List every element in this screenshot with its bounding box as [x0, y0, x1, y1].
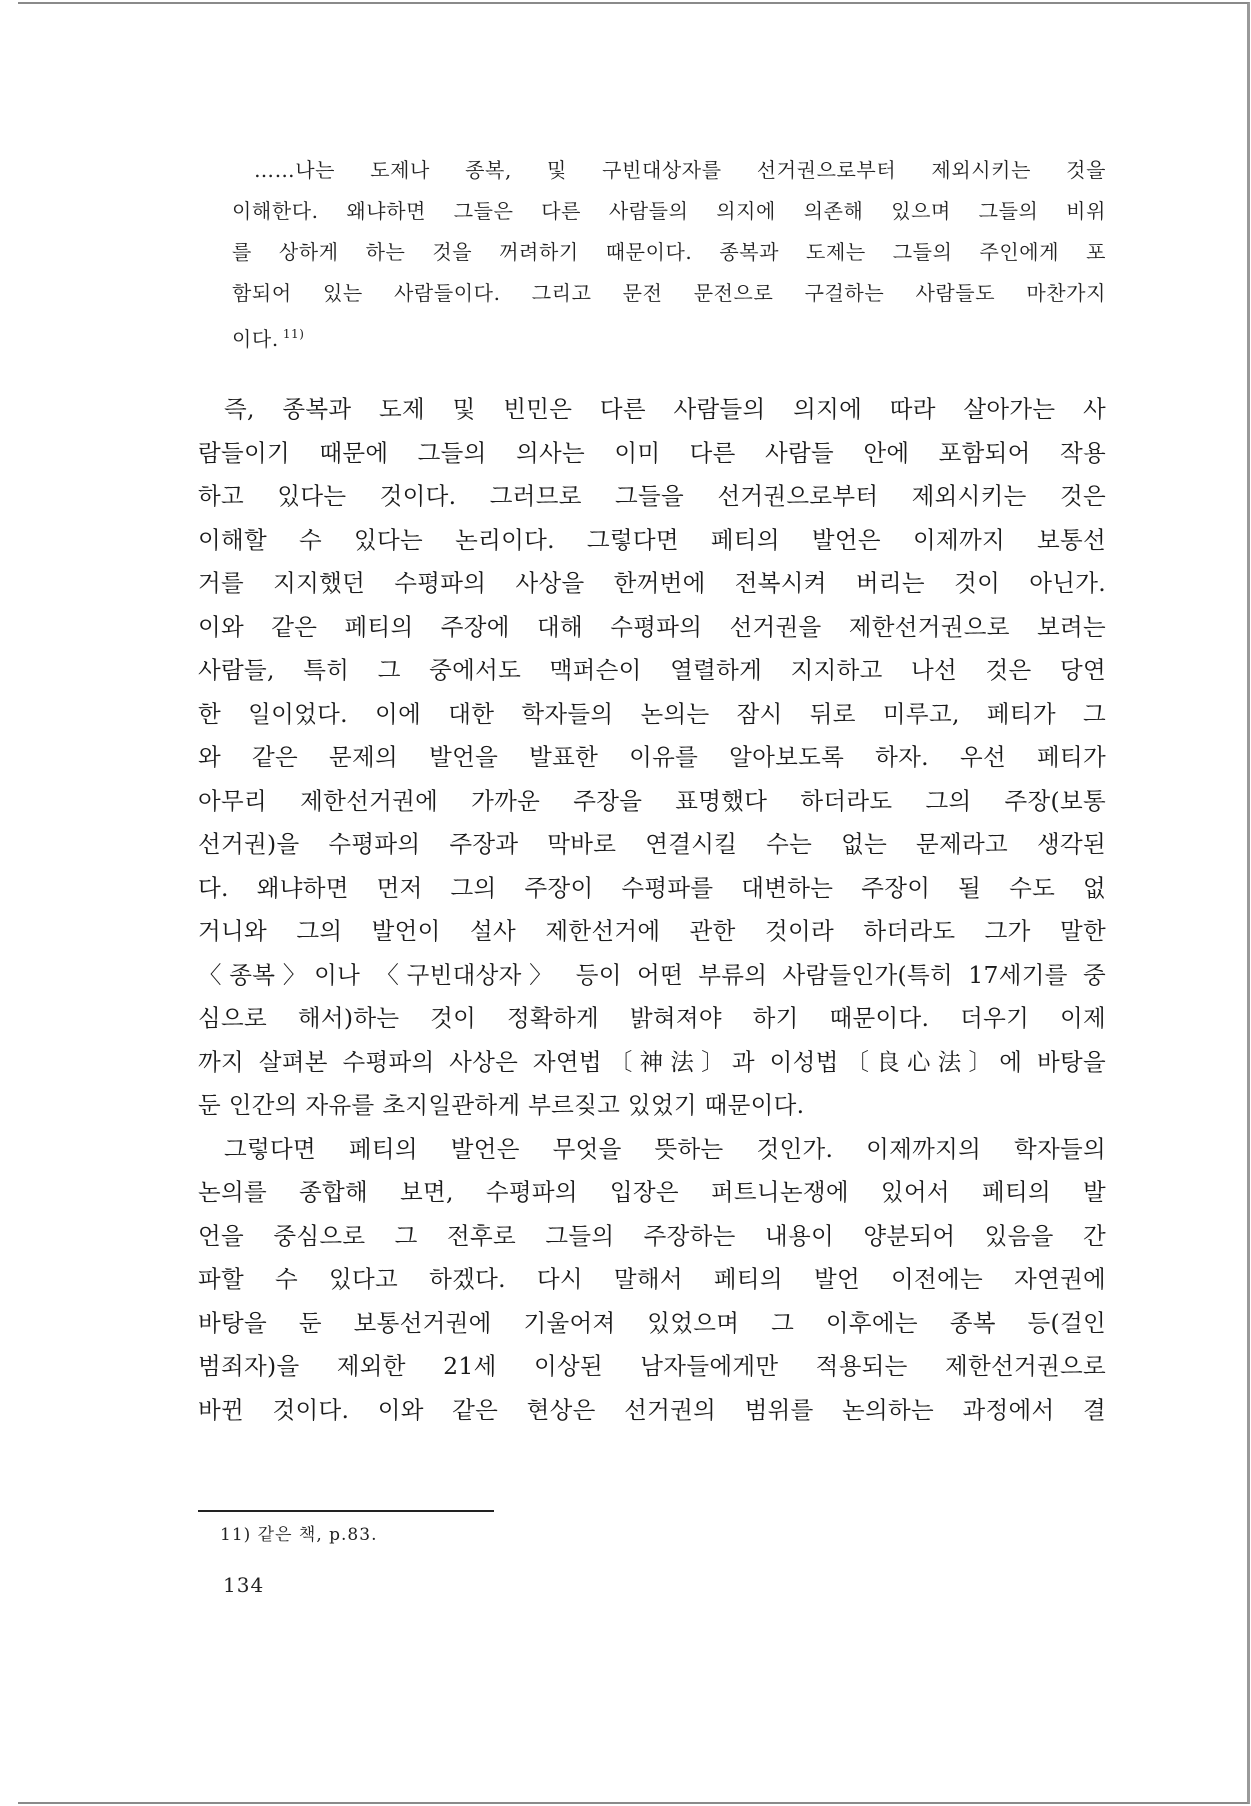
- footnote: 11) 같은 책, p.83.: [220, 1525, 378, 1545]
- paragraph-line: 그렇다면 페티의 발언은 무엇을 뜻하는 것인가. 이제까지의 학자들의: [224, 1134, 1106, 1163]
- paragraph-line: 이와 같은 페티의 주장에 대해 수평파의 선거권을 제한선거권으로 보려는: [198, 612, 1106, 641]
- quote-line: ……나는 도제나 종복, 및 구빈대상자를 선거권으로부터 제외시키는 것을: [254, 158, 1106, 182]
- footnote-divider: [198, 1510, 494, 1512]
- paragraph-line: 다. 왜냐하면 먼저 그의 주장이 수평파를 대변하는 주장이 될 수도 없: [198, 873, 1106, 902]
- paragraph-line: 선거권)을 수평파의 주장과 막바로 연결시킬 수는 없는 문제라고 생각된: [198, 830, 1106, 858]
- block-quote: [232, 150, 1106, 360]
- paragraph-line: 한 일이었다. 이에 대한 학자들의 논의는 잠시 뒤로 미루고, 페티가 그: [198, 699, 1106, 728]
- paragraph-line: 이해할 수 있다는 논리이다. 그렇다면 페티의 발언은 이제까지 보통선: [198, 525, 1106, 554]
- paragraph-line: 와 같은 문제의 발언을 발표한 이유를 알아보도록 하자. 우선 페티가: [198, 743, 1106, 771]
- paragraph-line: 바탕을 둔 보통선거권에 기울어져 있었으며 그 이후에는 종복 등(걸인: [198, 1308, 1106, 1337]
- paragraph-line: 파할 수 있다고 하겠다. 다시 말해서 페티의 발언 이전에는 자연권에: [198, 1265, 1106, 1293]
- paragraph-line: 언을 중심으로 그 전후로 그들의 주장하는 내용이 양분되어 있음을 간: [198, 1221, 1106, 1250]
- paragraph-line: 둔 인간의 자유를 초지일관하게 부르짖고 있었기 때문이다.: [198, 1091, 805, 1119]
- paragraph-line: 까지 살펴본 수평파의 사상은 자연법〔神法〕과 이성법〔良心法〕에 바탕을: [198, 1047, 1106, 1076]
- paragraph-line: 거니와 그의 발언이 설사 제한선거에 관한 것이라 하더라도 그가 말한: [198, 917, 1106, 945]
- paragraph-line: 람들이기 때문에 그들의 의사는 이미 다른 사람들 안에 포함되어 작용: [198, 438, 1106, 467]
- paragraph-line: 심으로 해서)하는 것이 정확하게 밝혀져야 하기 때문이다. 더우기 이제: [198, 1004, 1106, 1032]
- paragraph-line: 하고 있다는 것이다. 그러므로 그들을 선거권으로부터 제외시키는 것은: [198, 482, 1106, 510]
- paragraph-line: 범죄자)을 제외한 21세 이상된 남자들에게만 적용되는 제한선거권으로: [198, 1352, 1106, 1380]
- paragraph-line: 아무리 제한선거권에 가까운 주장을 표명했다 하더라도 그의 주장(보통: [198, 786, 1106, 815]
- quote-line: 함되어 있는 사람들이다. 그리고 문전 문전으로 구걸하는 사람들도 마찬가지: [232, 281, 1106, 305]
- paragraph-2: [198, 1128, 1106, 1433]
- footnote-reference: 11): [282, 327, 305, 341]
- paragraph-line: 즉, 종복과 도제 및 빈민은 다른 사람들의 의지에 따라 살아가는 사: [224, 395, 1106, 423]
- quote-line-last: [232, 314, 1106, 360]
- paragraph-line: 논의를 종합해 보면, 수평파의 입장은 퍼트니논쟁에 있어서 페티의 발: [198, 1178, 1106, 1206]
- quote-line: 이다.: [232, 327, 279, 351]
- quote-line: 이해한다. 왜냐하면 그들은 다른 사람들의 의지에 의존해 있으며 그들의 비위: [232, 199, 1106, 223]
- page-content: [198, 150, 1106, 1432]
- paragraph-1: [198, 388, 1106, 1128]
- paragraph-line: 사람들, 특히 그 중에서도 맥퍼슨이 열렬하게 지지하고 나선 것은 당연: [198, 656, 1106, 684]
- page-number: 134: [223, 1573, 265, 1597]
- paragraph-line: 〈종복〉이나 〈구빈대상자〉 등이 어떤 부류의 사람들인가(특히 17세기를 중: [198, 960, 1106, 989]
- quote-line: 를 상하게 하는 것을 꺼려하기 때문이다. 종복과 도제는 그들의 주인에게 포: [232, 240, 1106, 264]
- paragraph-line: 바뀐 것이다. 이와 같은 현상은 선거권의 범위를 논의하는 과정에서 결: [198, 1395, 1106, 1424]
- paragraph-line: 거를 지지했던 수평파의 사상을 한꺼번에 전복시켜 버리는 것이 아닌가.: [198, 569, 1106, 597]
